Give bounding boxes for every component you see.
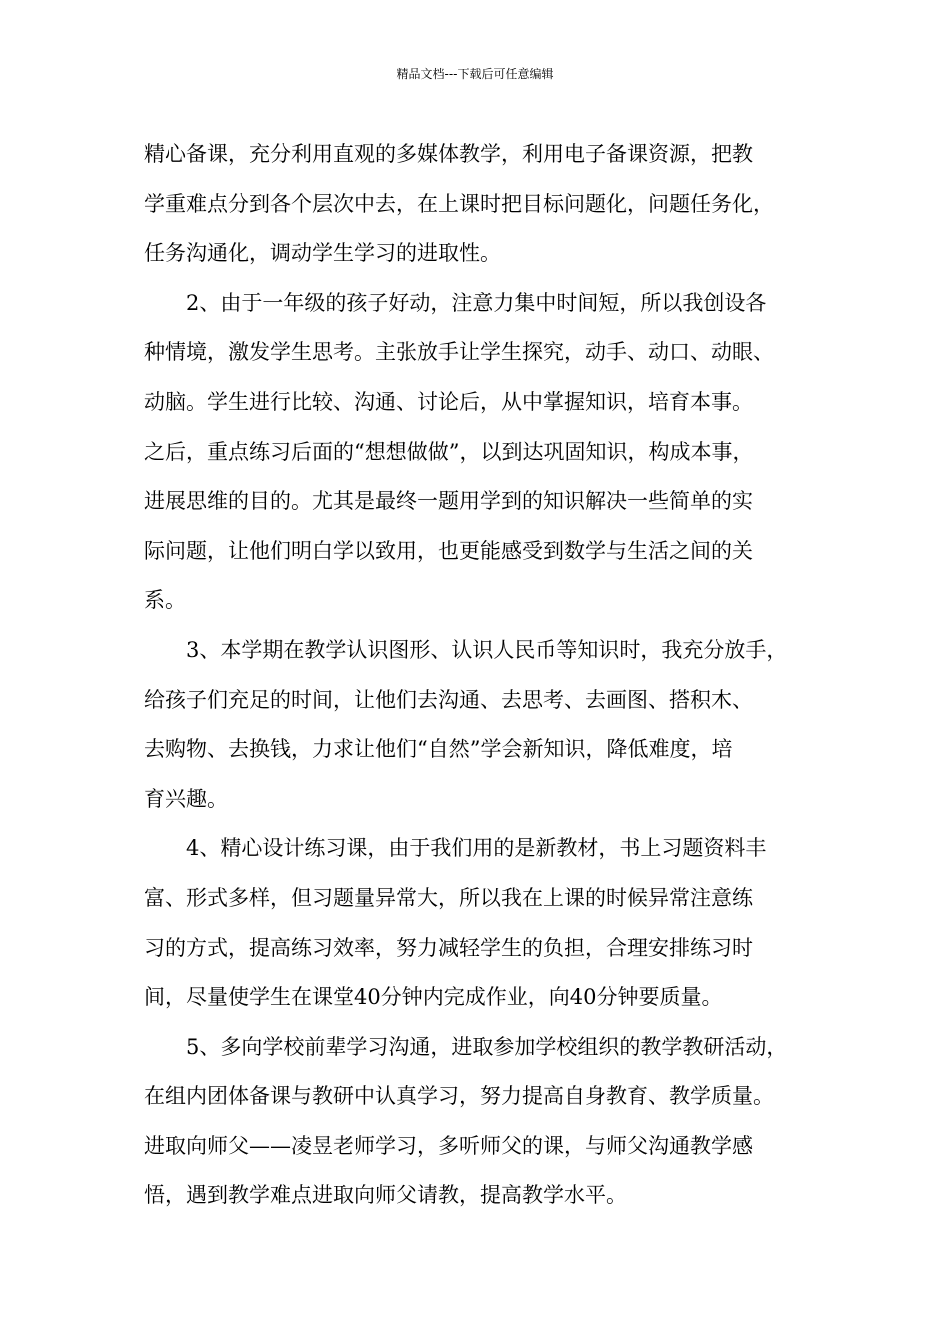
text-line: 种情境，激发学生思考。主张放手让学生探究，动手、动口、动眼、 — [144, 340, 774, 365]
text-line: 系。 — [144, 588, 186, 613]
text-line: 给孩子们充足的时间，让他们去沟通、去思考、去画图、搭积木、 — [144, 687, 753, 712]
document-body — [144, 130, 816, 1221]
text-line: 之后，重点练习后面的“想想做做”，以到达巩固知识，构成本事， — [144, 439, 754, 464]
text-line: 际问题，让他们明白学以致用，也更能感受到数学与生活之间的关 — [144, 538, 753, 563]
text-line: 学重难点分到各个层次中去，在上课时把目标问题化，问题任务化， — [144, 191, 774, 216]
text-line: 进取向师父——凌昱老师学习，多听师父的课，与师父沟通教学感 — [144, 1133, 753, 1158]
text-line: 任务沟通化，调动学生学习的进取性。 — [144, 241, 501, 266]
text-line: 育兴趣。 — [144, 786, 228, 811]
text-line: 进展思维的目的。尤其是最终一题用学到的知识解决一些简单的实 — [144, 489, 753, 514]
text-line: 去购物、去换钱，力求让他们“自然”学会新知识，降低难度，培 — [144, 737, 733, 762]
page-header: 精品文档---下载后可任意编辑 — [396, 67, 554, 81]
text-line: 动脑。学生进行比较、沟通、讨论后，从中掌握知识，培育本事。 — [144, 389, 753, 414]
text-line: 精心备课，充分利用直观的多媒体教学，利用电子备课资源，把教 — [144, 142, 753, 166]
text-line: 习的方式，提高练习效率，努力减轻学生的负担，合理安排练习时 — [144, 935, 753, 960]
text-line: 在组内团体备课与教研中认真学习，努力提高自身教育、教学质量。 — [144, 1084, 774, 1109]
text-line: 4、精心设计练习课，由于我们用的是新教材，书上习题资料丰 — [144, 836, 767, 861]
text-line: 2、由于一年级的孩子好动，注意力集中时间短，所以我创设各 — [144, 290, 767, 315]
text-line: 间，尽量使学生在课堂40分钟内完成作业，向40分钟要质量。 — [144, 985, 723, 1010]
text-line: 悟，遇到教学难点进取向师父请教，提高教学水平。 — [144, 1183, 627, 1208]
text-line: 富、形式多样，但习题量异常大，所以我在上课的时候异常注意练 — [144, 885, 753, 910]
text-line: 5、多向学校前辈学习沟通，进取参加学校组织的教学教研活动， — [144, 1034, 788, 1059]
text-line: 3、本学期在教学认识图形、认识人民币等知识时，我充分放手， — [144, 637, 788, 662]
